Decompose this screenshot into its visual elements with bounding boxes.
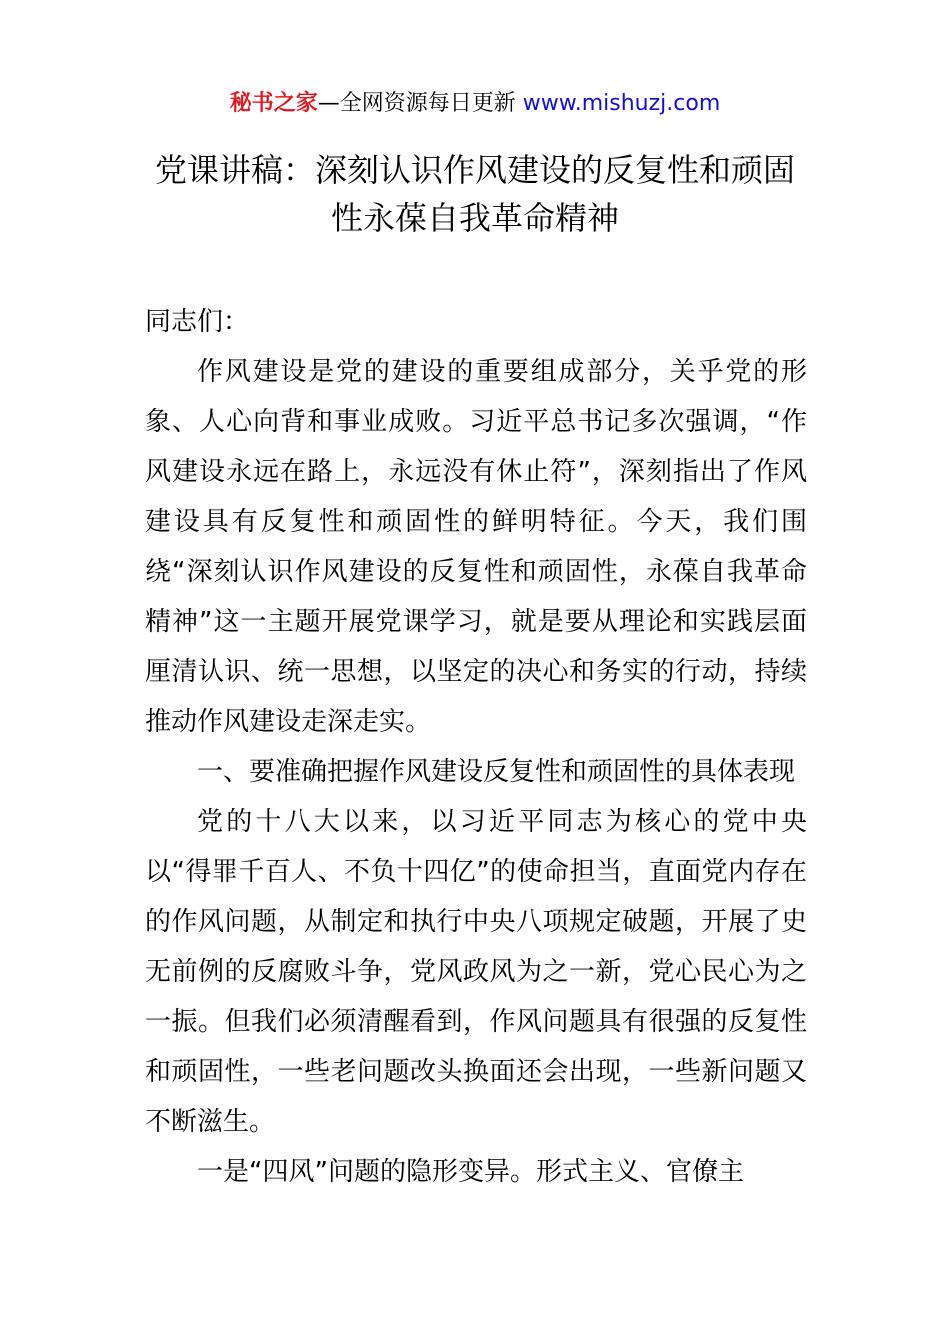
paragraph-point-1: 一是“四风”问题的隐形变异。形式主义、官僚主 (197, 1157, 744, 1187)
section-heading-1: 一、要准确把握作风建设反复性和顽固性的具体表现 (197, 757, 796, 787)
document-body (145, 297, 807, 1197)
site-brand: 秘书之家 (229, 91, 318, 116)
salutation: 同志们： (145, 307, 250, 337)
site-url-link[interactable]: www.mishuzj.com (522, 91, 721, 116)
document-title: 党课讲稿：深刻认识作风建设的反复性和顽固性永葆自我革命精神 (154, 151, 795, 237)
paragraph-section-1: 党的十八大以来，以习近平同志为核心的党中央以“得罪千百人、不负十四亿”的使命担当，直面党内存在的作风问题，从制定和执行中央八项规定破题，开展了史无前例的反腐败斗争，党风政风为之一新，党心民心为之一振。但我们必须清醒看到，作风问题具有很强的反复性和顽固性，一些老问题改头换面还会出现，一些新问题又不断滋生。 (145, 807, 807, 1137)
site-tagline: —全网资源每日更新 (317, 91, 516, 116)
site-header (0, 88, 950, 120)
paragraph-intro: 作风建设是党的建设的重要组成部分，关乎党的形象、人心向背和事业成败。习近平总书记多次强调，“作风建设永远在路上，永远没有休止符”，深刻指出了作风建设具有反复性和顽固性的鲜明特征。今天，我们围绕“深刻认识作风建设的反复性和顽固性，永葆自我革命精神”这一主题开展党课学习，就是要从理论和实践层面厘清认识、统一思想，以坚定的决心和务实的行动，持续推动作风建设走深走实。 (145, 357, 807, 737)
